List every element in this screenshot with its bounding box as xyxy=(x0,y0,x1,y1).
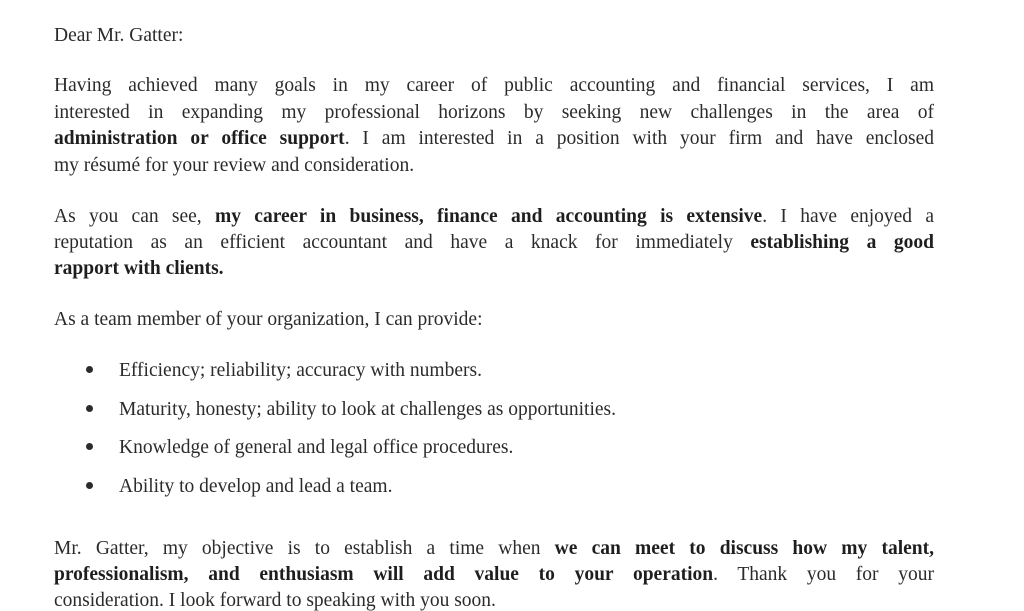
text-span: . Thank you for your xyxy=(713,564,934,585)
bold-phrase: we can meet to discuss how my talent, xyxy=(554,538,934,559)
paragraph-4-line-2 xyxy=(54,565,934,585)
bullet-item xyxy=(86,438,513,458)
bold-phrase: my career in business, finance and accounting is extensive xyxy=(215,206,763,227)
paragraph-4-line-3: consideration. I look forward to speaking with you soon. xyxy=(54,590,496,611)
bold-phrase: administration or office support xyxy=(54,128,345,149)
bullet-dot-icon xyxy=(86,482,93,489)
paragraph-3: As a team member of your organization, I can provide: xyxy=(54,309,483,330)
paragraph-1-line-2: interested in expanding my professional horizons by seeking new challenges in the area of xyxy=(54,102,934,123)
paragraph-2-line-1 xyxy=(54,207,934,227)
bullet-item xyxy=(86,400,616,420)
salutation: Dear Mr. Gatter: xyxy=(54,25,184,46)
paragraph-1-line-3 xyxy=(54,129,934,149)
text-span: Mr. Gatter, my objective is to establish a time when xyxy=(54,538,555,559)
bullet-text: Knowledge of general and legal office procedures. xyxy=(119,437,514,458)
text-span: reputation as an efficient accountant and have a knack for immediately xyxy=(54,232,751,253)
bullet-dot-icon xyxy=(86,366,93,373)
bullet-dot-icon xyxy=(86,405,93,412)
paragraph-2-line-2 xyxy=(54,233,934,253)
bullet-item xyxy=(86,477,392,497)
bullet-text: Ability to develop and lead a team. xyxy=(119,476,393,497)
text-span: . I have enjoyed a xyxy=(762,206,935,227)
bullet-dot-icon xyxy=(86,443,93,450)
bold-phrase: professionalism, and enthusiasm will add value to your operation xyxy=(54,564,714,585)
bullet-text: Maturity, honesty; ability to look at challenges as opportunities. xyxy=(119,399,616,420)
paragraph-1-line-1: Having achieved many goals in my career of public accounting and financial services, I am xyxy=(54,75,934,96)
paragraph-4-line-1 xyxy=(54,539,934,559)
bold-phrase: establishing a good xyxy=(750,232,934,253)
paragraph-2-line-3 xyxy=(54,259,224,279)
paragraph-1-line-4: my résumé for your review and consideration. xyxy=(54,155,415,176)
bullet-text: Efficiency; reliability; accuracy with numbers. xyxy=(119,360,482,381)
text-span: . I am interested in a position with your firm and have enclosed xyxy=(344,128,935,149)
text-span: As you can see, xyxy=(54,206,215,227)
bold-phrase: rapport with clients. xyxy=(54,258,224,279)
bullet-item xyxy=(86,361,482,381)
